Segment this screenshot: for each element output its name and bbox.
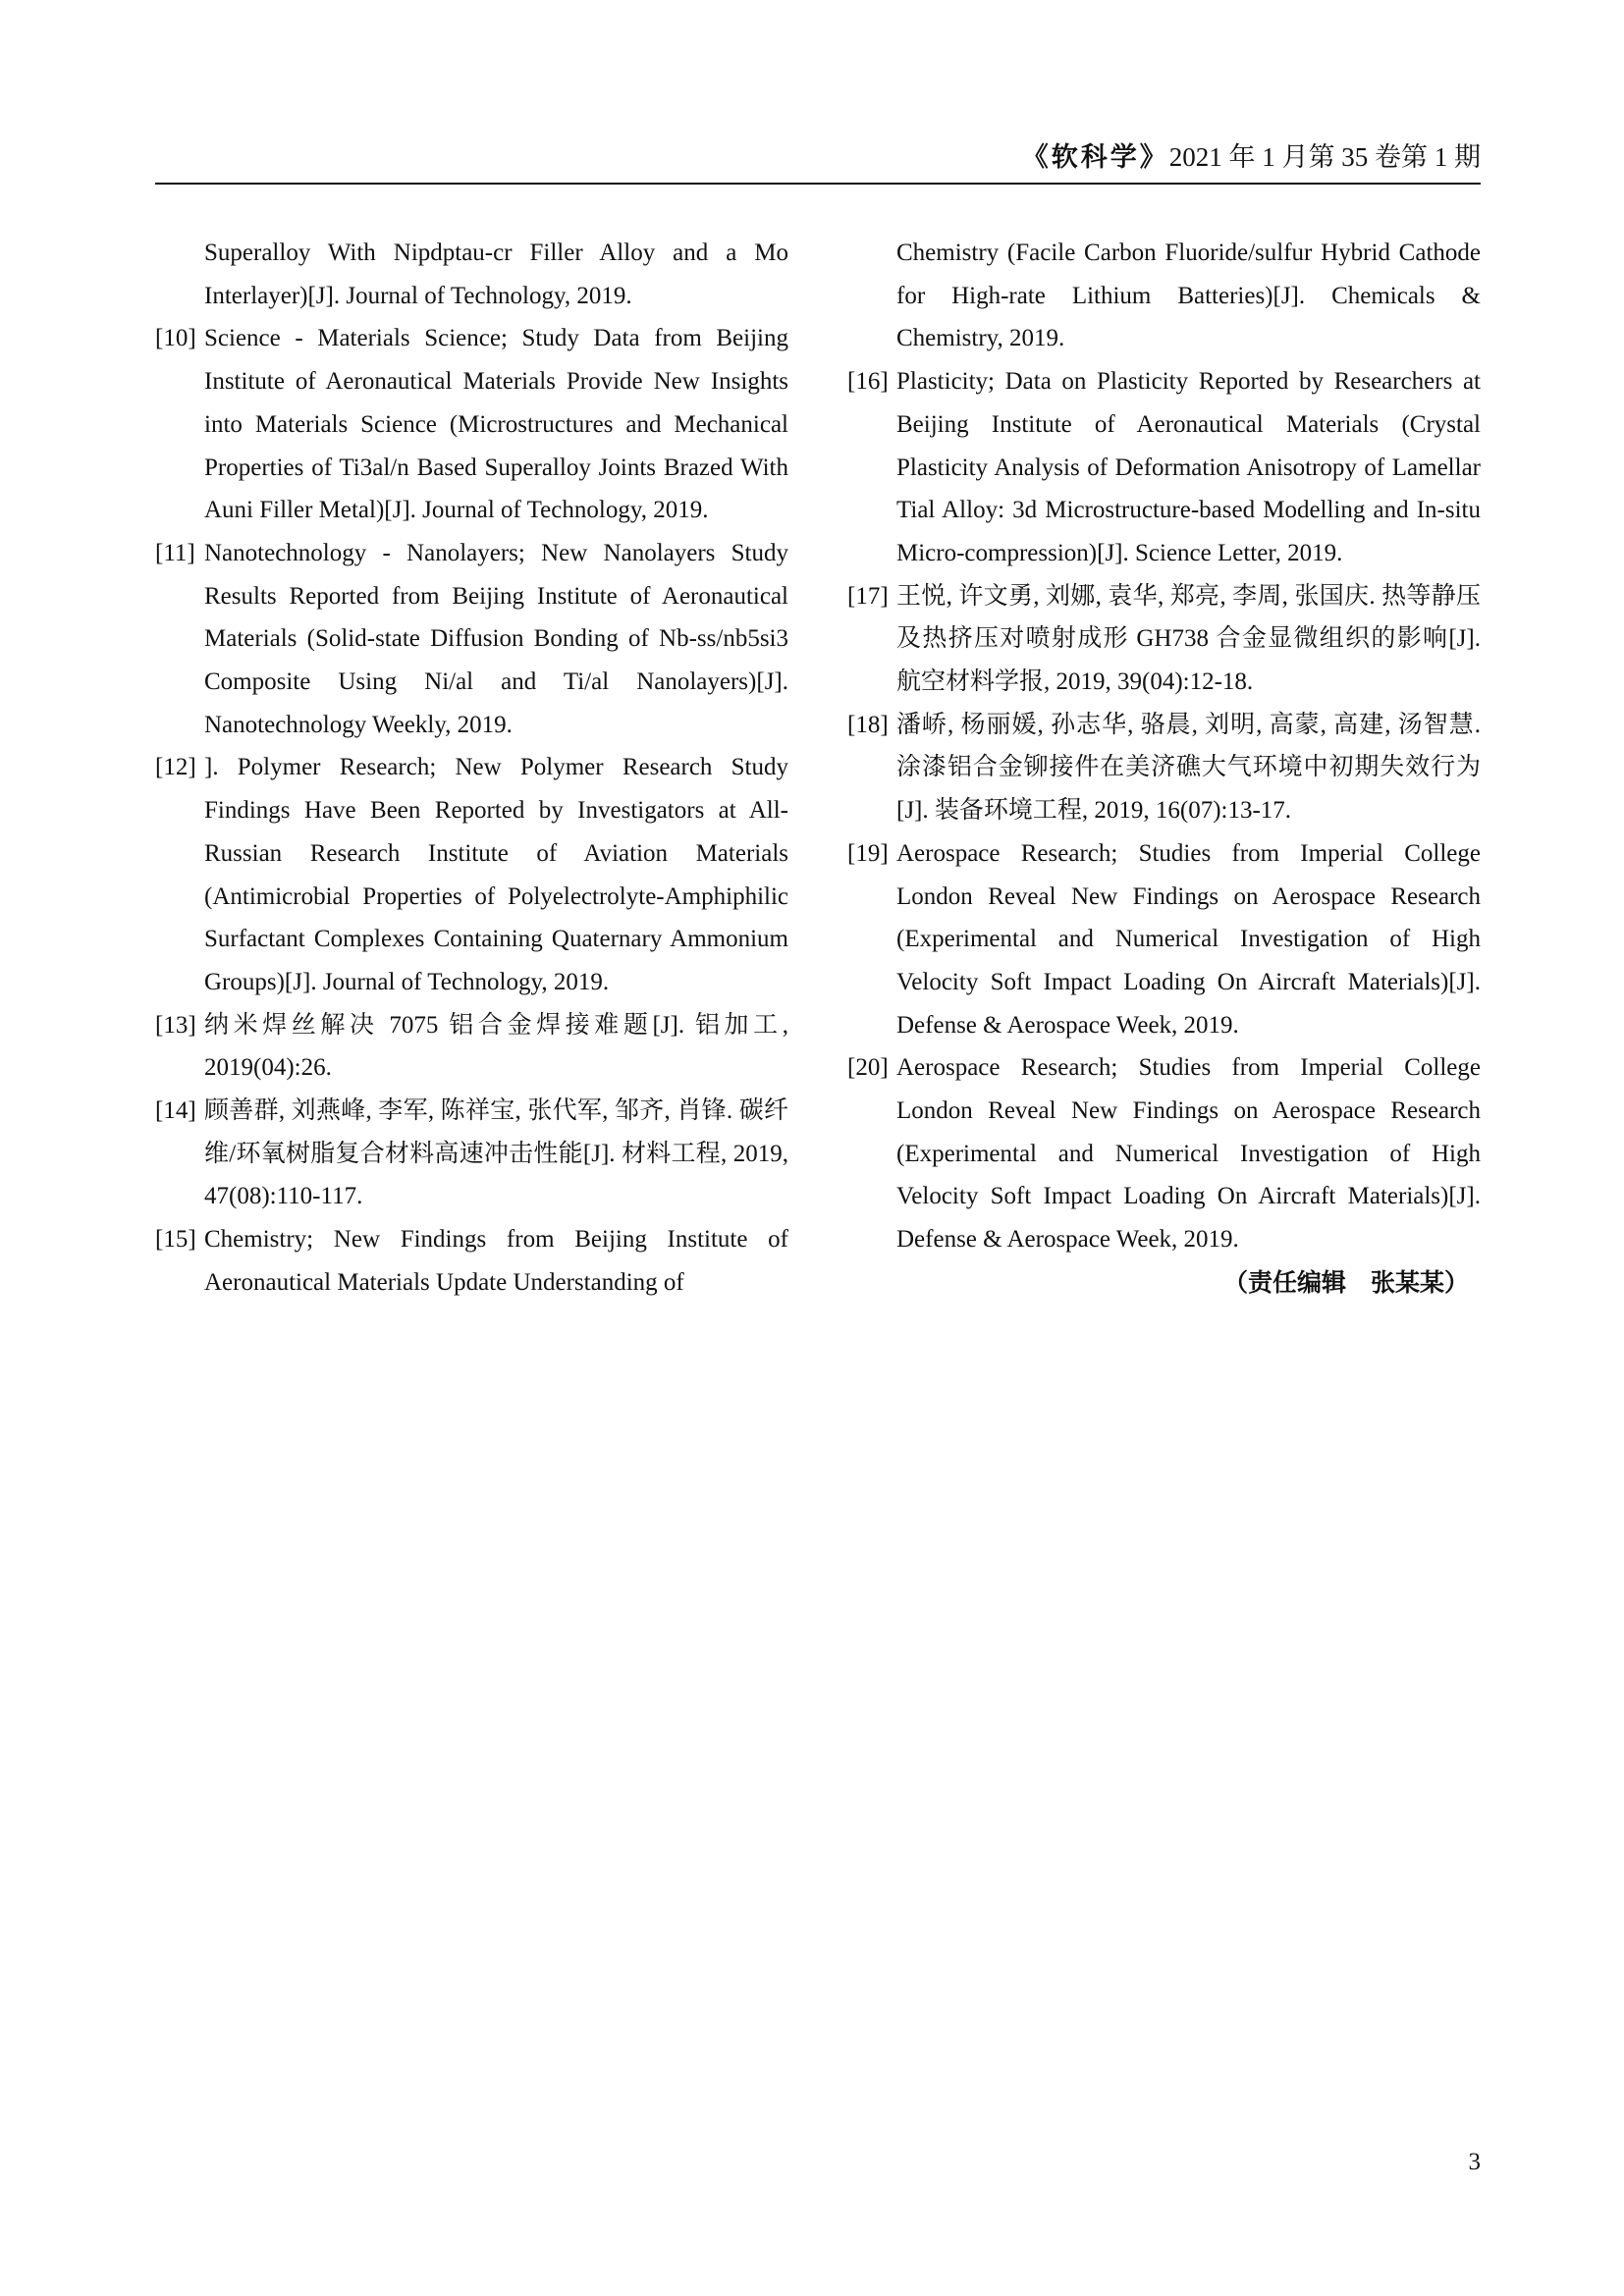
- issue-info: 2021 年 1 月第 35 卷第 1 期: [1168, 142, 1481, 172]
- reference-text: Plasticity; Data on Plasticity Reported by Researchers at Beijing Institute of Aeronautical Materials (Crystal Plasticity Analysis of Deformation Anisotropy of Lamellar Tial Alloy: 3d Microstructure-based Modelling and In-situ Micro-compression)[J]. Science Letter, 2019.: [896, 368, 1481, 566]
- references-left-column: [155, 232, 788, 1305]
- reference-text: 纳米焊丝解决 7075 铝合金焊接难题[J]. 铝加工, 2019(04):26.: [204, 1011, 788, 1082]
- reference-item: [847, 360, 1481, 575]
- reference-number: [14]: [155, 1097, 196, 1125]
- reference-text: Superalloy With Nipdptau-cr Filler Alloy and a Mo Interlayer)[J]. Journal of Technology, 2019.: [204, 240, 788, 309]
- running-header: [155, 132, 1481, 185]
- reference-number: [19]: [847, 839, 889, 867]
- page-number: 3: [1468, 2149, 1481, 2175]
- reference-item: [847, 704, 1481, 832]
- reference-item: [155, 746, 788, 1003]
- reference-item: [847, 1046, 1481, 1261]
- reference-text: 顾善群, 刘燕峰, 李军, 陈祥宝, 张代军, 邹齐, 肖锋. 碳纤维/环氧树脂复合材料高速冲击性能[J]. 材料工程, 2019, 47(08):110-117.: [204, 1097, 788, 1210]
- reference-item: [155, 1090, 788, 1218]
- reference-number: [16]: [847, 368, 889, 396]
- reference-number: [15]: [155, 1226, 196, 1254]
- reference-text: Chemistry; New Findings from Beijing Institute of Aeronautical Materials Update Understanding of: [204, 1226, 788, 1296]
- reference-text: Aerospace Research; Studies from Imperial College London Reveal New Findings on Aerospace Research (Experimental and Numerical Investigation of High Velocity Soft Impact Loading On Aircraft Materials)[J]. Defense & Aerospace Week, 2019.: [896, 1054, 1481, 1254]
- reference-item: [847, 832, 1481, 1047]
- reference-item: [155, 1218, 788, 1304]
- reference-item: [155, 1004, 788, 1090]
- reference-item: [847, 232, 1481, 360]
- reference-item: [155, 317, 788, 532]
- reference-item: [847, 575, 1481, 704]
- reference-text: Science - Materials Science; Study Data from Beijing Institute of Aeronautical Materials Provide New Insights into Materials Science (Microstructures and Mechanical Properties of Ti3al/n Based Superalloy Joints Brazed With Auni Filler Metal)[J]. Journal of Technology, 2019.: [204, 325, 788, 524]
- reference-number: [13]: [155, 1011, 196, 1039]
- reference-text: Nanotechnology - Nanolayers; New Nanolayers Study Results Reported from Beijing Institute of Aeronautical Materials (Solid-state Diffusion Bonding of Nb-ss/nb5si3 Composite Using Ni/al and Ti/al Nanolayers)[J]. Nanotechnology Weekly, 2019.: [204, 539, 788, 738]
- reference-number: [11]: [155, 539, 195, 566]
- reference-number: [20]: [847, 1054, 889, 1082]
- reference-text: 潘峤, 杨丽媛, 孙志华, 骆晨, 刘明, 高蒙, 高建, 汤智慧. 涂漆铝合金铆接件在美济礁大气环境中初期失效行为[J]. 装备环境工程, 2019, 16(07):13-17.: [896, 711, 1481, 825]
- journal-name: 《软科学》: [1021, 142, 1169, 172]
- reference-text: 王悦, 许文勇, 刘娜, 袁华, 郑亮, 李周, 张国庆. 热等静压及热挤压对喷射成形 GH738 合金显微组织的影响[J]. 航空材料学报, 2019, 39(04):12-18.: [896, 582, 1481, 696]
- reference-text: Chemistry (Facile Carbon Fluoride/sulfur Hybrid Cathode for High-rate Lithium Batteries)[J]. Chemicals & Chemistry, 2019.: [896, 240, 1481, 352]
- reference-text: ]. Polymer Research; New Polymer Research Study Findings Have Been Reported by Investigators at All-Russian Research Institute of Aviation Materials (Antimicrobial Properties of Polyelectrolyte-Amphiphilic Surfactant Complexes Containing Quaternary Ammonium Groups)[J]. Journal of Technology, 2019.: [204, 754, 788, 995]
- reference-item: [155, 532, 788, 747]
- reference-number: [18]: [847, 711, 889, 738]
- responsible-editor: （责任编辑 张某某）: [1222, 1267, 1469, 1297]
- reference-text: Aerospace Research; Studies from Imperial College London Reveal New Findings on Aerospace Research (Experimental and Numerical Investigation of High Velocity Soft Impact Loading On Aircraft Materials)[J]. Defense & Aerospace Week, 2019.: [896, 839, 1481, 1039]
- references-right-column: [847, 232, 1481, 1305]
- reference-number: [17]: [847, 582, 889, 610]
- reference-number: [12]: [155, 754, 196, 781]
- reference-item: [155, 232, 788, 317]
- reference-number: [10]: [155, 325, 196, 352]
